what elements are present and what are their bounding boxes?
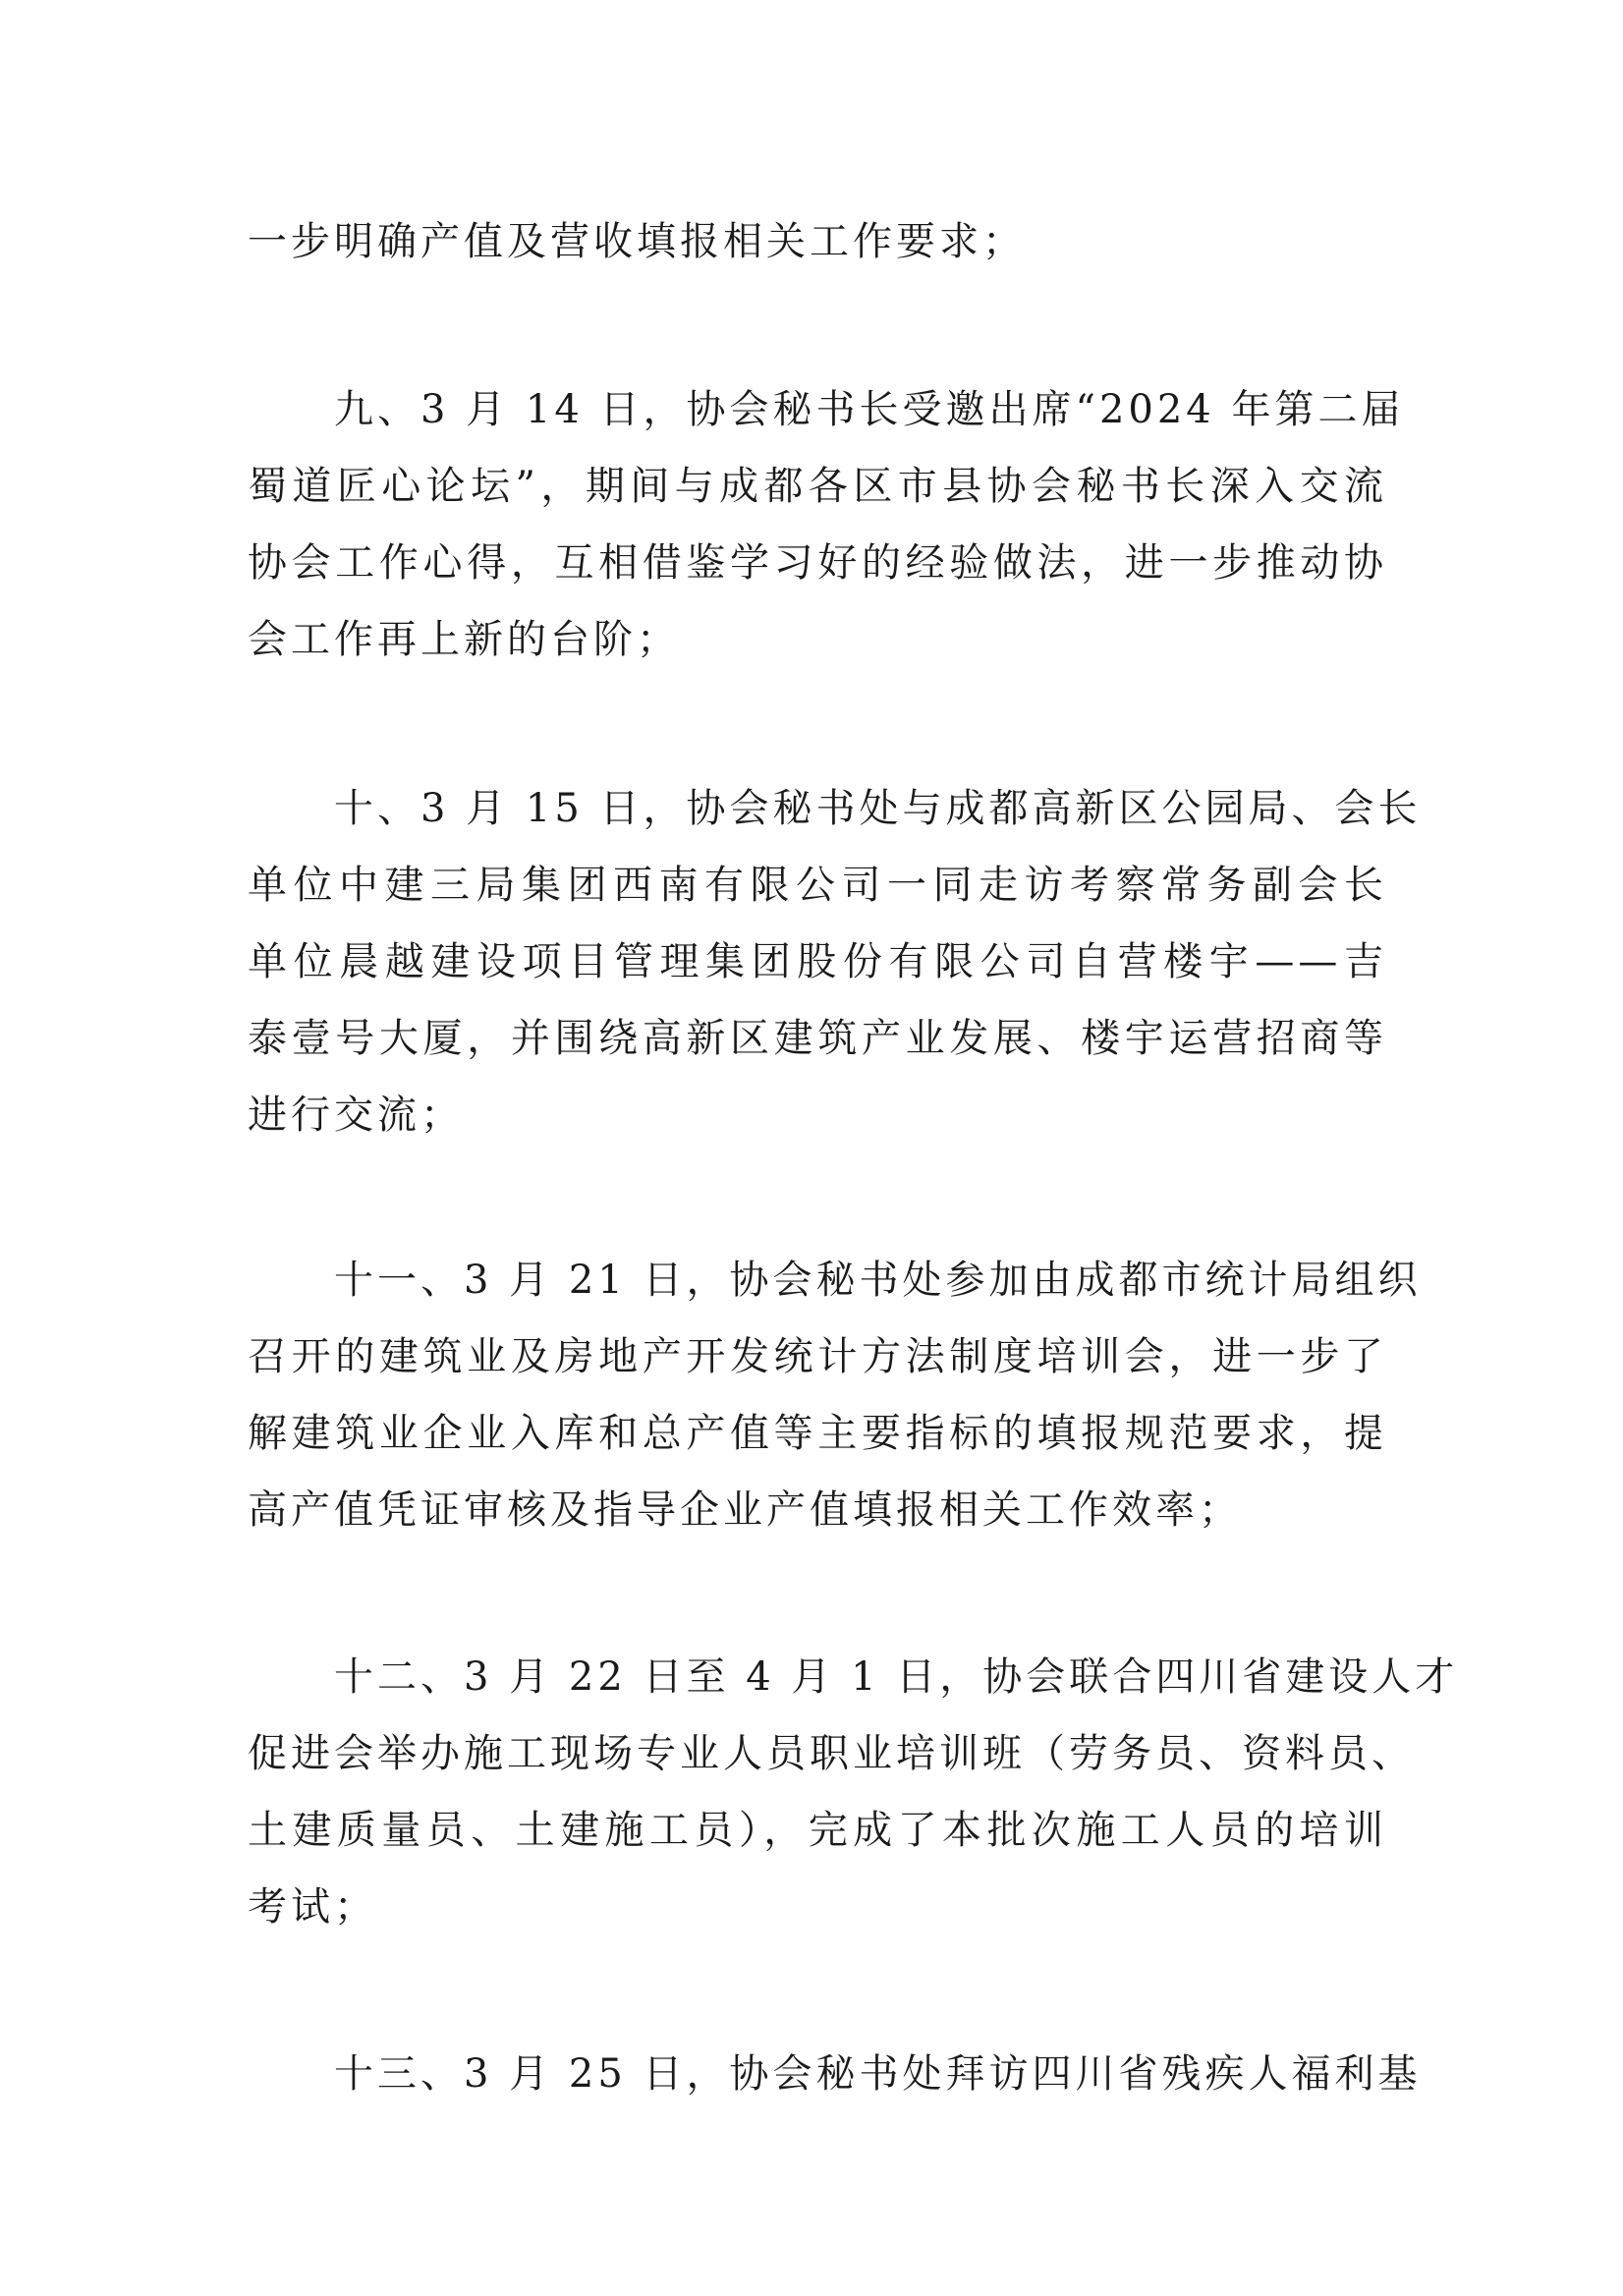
paragraph-line: 解建筑业企业入库和总产值等主要指标的填报规范要求，提 [248,1411,1387,1456]
paragraph-line: 促进会举办施工现场专业人员职业培训班（劳务员、资料员、 [248,1731,1415,1776]
paragraph-line: 高产值凭证审核及指导企业产值填报相关工作效率； [248,1487,1242,1533]
paragraph-line: 泰壹号大厦，并围绕高新区建筑产业发展、楼宇运营招商等 [248,1016,1387,1061]
paragraph-line: 召开的建筑业及房地产开发统计方法制度培训会，进一步了 [248,1334,1387,1379]
paragraph-line: 十三、3 月 25 日，协会秘书处拜访四川省残疾人福利基 [334,2051,1422,2097]
paragraph-line: 进行交流； [248,1092,464,1138]
paragraph-line: 单位晨越建设项目管理集团股份有限公司自营楼宇——吉 [248,939,1387,984]
paragraph-line: 会工作再上新的台阶； [248,617,680,662]
paragraph-line: 蜀道匠心论坛”，期间与成都各区市县协会秘书长深入交流 [248,464,1387,509]
paragraph-line: 考试； [248,1884,377,1930]
paragraph-line: 十二、3 月 22 日至 4 月 1 日，协会联合四川省建设人才 [334,1654,1459,1700]
paragraph-line: 一步明确产值及营收填报相关工作要求； [248,219,1026,264]
paragraph-line: 土建质量员、土建施工员），完成了本批次施工人员的培训 [248,1808,1387,1853]
paragraph-line: 九、3 月 14 日，协会秘书长受邀出席“2024 年第二届 [334,387,1405,432]
paragraph-line: 十一、3 月 21 日，协会秘书处参加由成都市统计局组织 [334,1258,1422,1303]
paragraph-line: 十、3 月 15 日，协会秘书处与成都高新区公园局、会长 [334,786,1422,831]
paragraph-line: 单位中建三局集团西南有限公司一同走访考察常务副会长 [248,863,1387,908]
paragraph-line: 协会工作心得，互相借鉴学习好的经验做法，进一步推动协 [248,540,1387,586]
